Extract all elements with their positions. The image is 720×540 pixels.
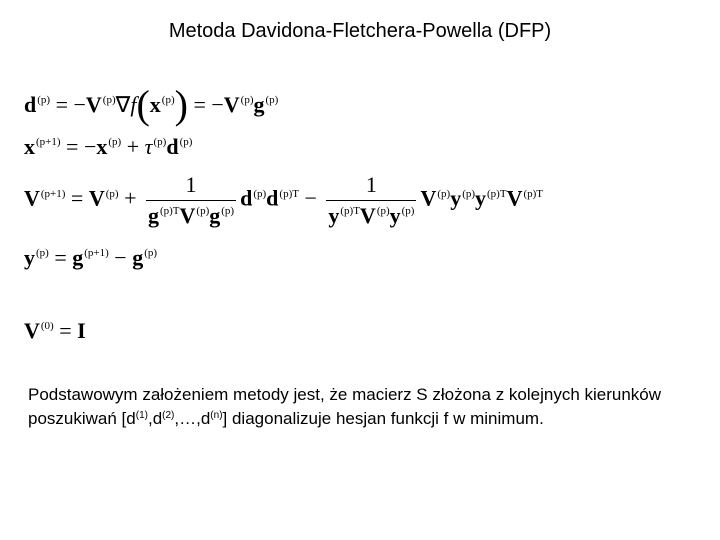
equation-gradient-difference: $y^{(p)} = g^{(p+1)} - g^{(p)}$ [24, 245, 158, 270]
description-paragraph: Podstawowym założeniem metody jest, że macierz S złożona z kolejnych kierunków poszukiwań $[d^{(1)},d^{(2)},\dots,d^{(n)}]$ diagonalizuje hesjan funkcji f w minimum. [28, 385, 662, 428]
slide-title: Metoda Davidona-Fletchera-Powella (DFP) [168, 20, 552, 42]
equation-initial-matrix: $V^{(0)} = I$ [24, 318, 86, 343]
equation-step: $x^{(p+1)} = -x^{(p)} + \tau^{(p)}d^{(p)}$ [24, 134, 193, 159]
equation-dfp-update: $V^{(p+1)} = V^{(p)}$ + $\frac{1}{g^{(p)T}V^{(p)}g^{(p)}}$ $d^{(p)}d^{(p)T}$ − $\frac{1}{y^{(p)T}V^{(p)}y^{(p)}}$ $V^{(p)}y^{(p)}y^{(p)T}V^{(p)T}$ [24, 172, 543, 228]
fraction-first: $\frac{1}{g^{(p)T}V^{(p)}g^{(p)}}$ [147, 172, 235, 228]
fraction-second: $\frac{1}{y^{(p)T}V^{(p)}y^{(p)}}$ [328, 172, 415, 228]
equation-direction: $d^{(p)} = -V^{(p)}\nabla f(x^{(p)}) = -V^{(p)}g^{(p)}$ [24, 82, 279, 127]
